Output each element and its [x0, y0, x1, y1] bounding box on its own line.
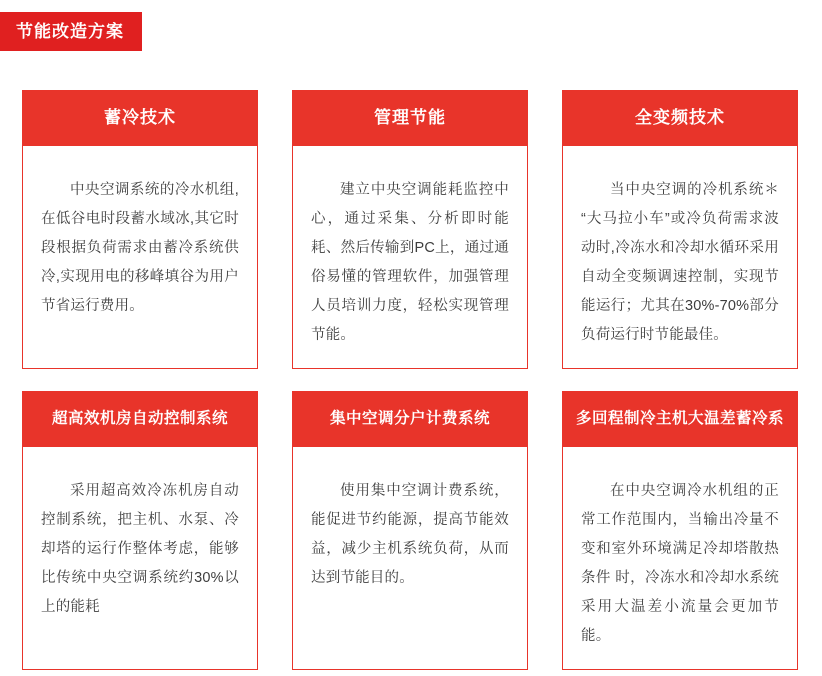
- solution-card: [562, 391, 798, 670]
- solution-card: [562, 90, 798, 369]
- solution-card-grid: [22, 90, 800, 670]
- card-title: 管理节能: [293, 90, 527, 146]
- solution-card: [22, 391, 258, 670]
- card-body-text: 采用超高效冷冻机房自动控制系统，把主机、水泵、冷却塔的运行作整体考虑，能够比传统中央空调系统约30%以上的能耗: [41, 483, 239, 615]
- card-title: 全变频技术: [563, 90, 797, 146]
- card-body-text: 在中央空调冷水机组的正常工作范围内，当输出冷量不变和室外环境满足冷却塔散热条件 时，冷冻水和冷却水系统采用大温差小流量会更加节能。: [581, 483, 779, 644]
- card-body-text: 建立中央空调能耗监控中心，通过采集、分析即时能耗、然后传输到PC上，通过通俗易懂的管理软件，加强管理人员培训力度，轻松实现管理节能。: [311, 182, 509, 343]
- card-title: 超高效机房自动控制系统: [23, 391, 257, 447]
- card-title: 集中空调分户计费系统: [293, 391, 527, 447]
- card-body-text: 使用集中空调计费系统，能促进节约能源，提高节能效益，减少主机系统负荷，从而达到节能目的。: [311, 483, 509, 586]
- page-title: 节能改造方案: [0, 12, 142, 51]
- card-body-text: 中央空调系统的冷水机组,在低谷电时段蓄水域冰,其它时段根据负荷需求由蓄冷系统供冷,实现用电的移峰填谷为用户节省运行费用。: [41, 182, 239, 314]
- solution-card: [292, 90, 528, 369]
- card-title: 蓄冷技术: [23, 90, 257, 146]
- card-body-text: 当中央空调的冷机系统＊ “大马拉小车”或冷负荷需求波动时,冷冻水和冷却水循环采用自动全变频调速控制，实现节能运行；尤其在30%-70%部分负荷运行时节能最佳。: [581, 182, 779, 343]
- card-title: 多回程制冷主机大温差蓄冷系: [563, 391, 797, 447]
- solution-card: [292, 391, 528, 670]
- solution-card: [22, 90, 258, 369]
